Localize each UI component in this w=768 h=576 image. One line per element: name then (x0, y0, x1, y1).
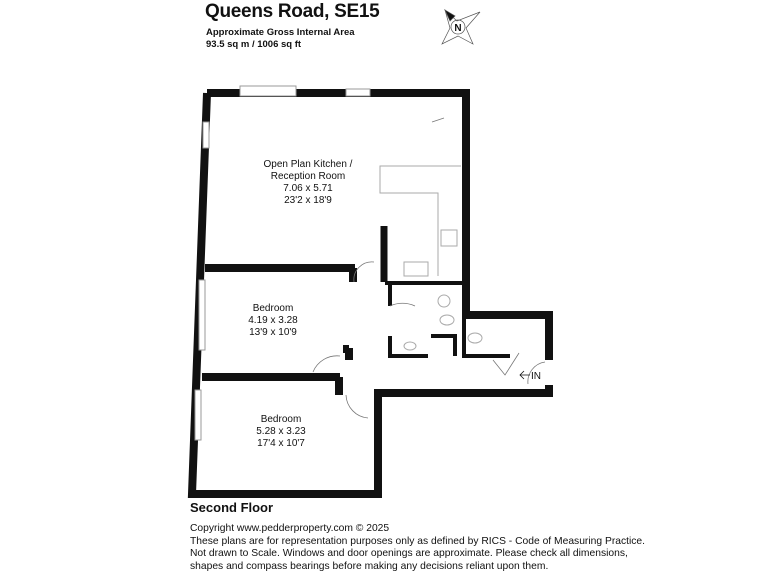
disclaimer-line: Not drawn to Scale. Windows and door openings are approximate. Please check all dimensions, (190, 548, 628, 559)
room-name: Open Plan Kitchen / (263, 159, 353, 170)
room-metric: 7.06 x 5.71 (283, 183, 333, 194)
room-metric: 4.19 x 3.28 (248, 315, 298, 326)
windows (195, 86, 370, 440)
toilet-icon (440, 315, 454, 325)
room-bedroom-1 (203, 303, 343, 339)
room-kitchen-reception (238, 159, 378, 207)
hob-icon (441, 230, 457, 246)
room-imperial: 23'2 x 18'9 (284, 195, 332, 206)
basin-icon (404, 342, 416, 350)
disclaimer-line: shapes and compass bearings before making any decisions reliant upon them. (190, 561, 549, 572)
property-title: Queens Road, SE15 (205, 1, 380, 22)
copyright: Copyright www.pedderproperty.com © 2025 (190, 523, 390, 534)
entrance-label: IN (531, 371, 541, 382)
area-value: 93.5 sq m / 1006 sq ft (206, 39, 302, 50)
room-imperial: 17'4 x 10'7 (257, 438, 305, 449)
shower-icon (438, 295, 450, 307)
compass-letter: N (454, 23, 462, 34)
room-name: Bedroom (260, 414, 302, 425)
compass-icon (442, 10, 480, 44)
room-name: Bedroom (252, 303, 294, 314)
floor-label: Second Floor (190, 500, 274, 515)
room-name-line2: Reception Room (270, 171, 346, 182)
disclaimer-line: These plans are for representation purposes only as defined by RICS - Code of Measuring Practice. (190, 536, 646, 547)
room-metric: 5.28 x 3.23 (256, 426, 306, 437)
area-label: Approximate Gross Internal Area (206, 27, 355, 38)
toilet-icon (468, 333, 482, 343)
room-imperial: 13'9 x 10'9 (249, 327, 297, 338)
room-bedroom-2 (211, 414, 351, 450)
sink-icon (404, 262, 428, 276)
